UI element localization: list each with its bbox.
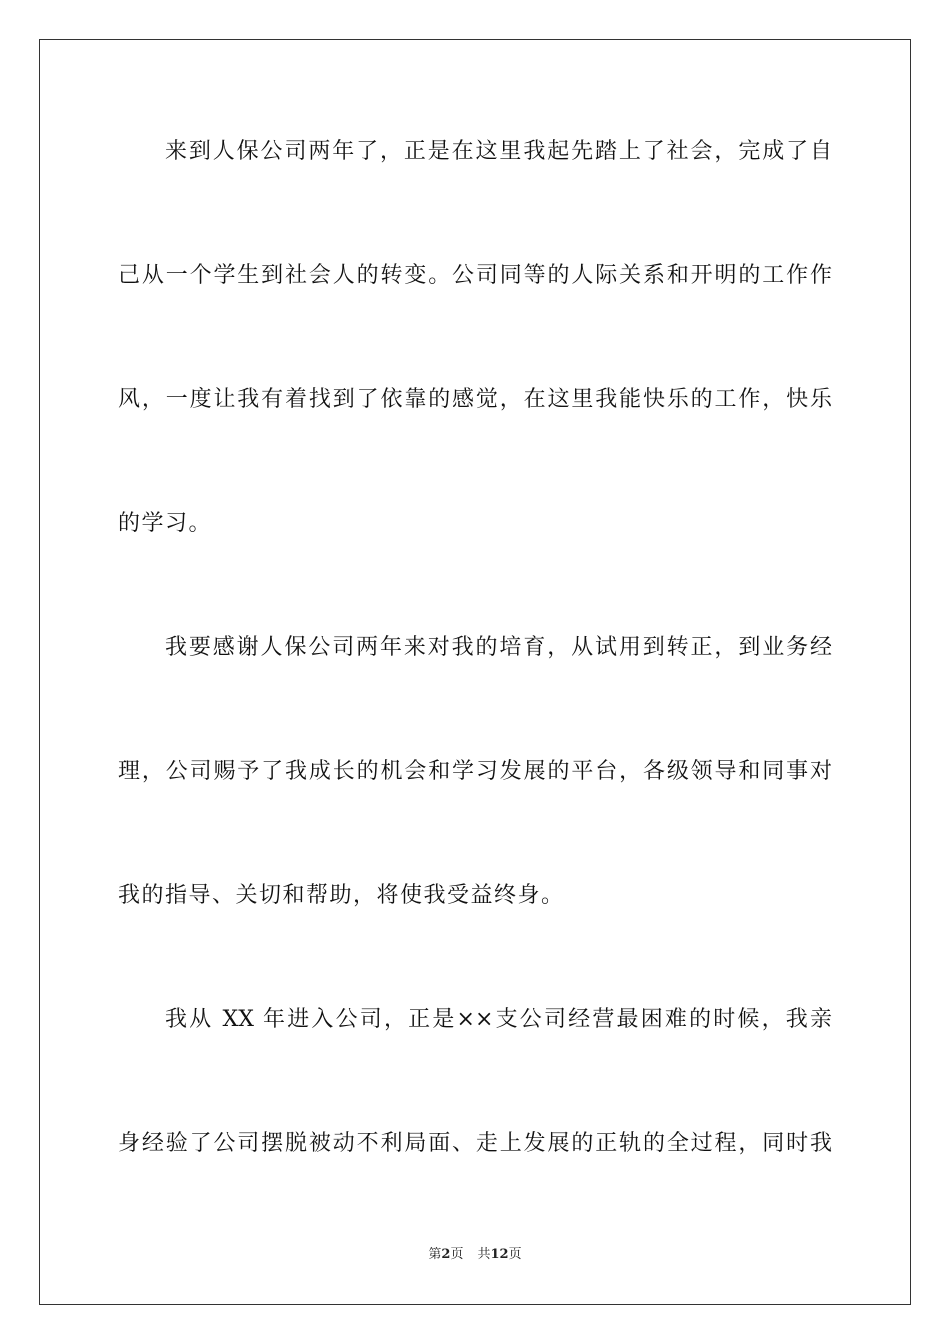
text-line: 身经验了公司摆脱被动不利局面、走上发展的正轨的全过程，同时我 xyxy=(118,1131,832,1156)
page-footer xyxy=(0,1246,950,1264)
text-line: 己从一个学生到社会人的转变。公司同等的人际关系和开明的工作作 xyxy=(118,263,832,288)
total-suffix: 页 xyxy=(508,1247,522,1262)
page-border xyxy=(39,39,911,1305)
page-number: 2 xyxy=(441,1247,451,1262)
page-suffix: 页 xyxy=(450,1247,464,1262)
text-line: 我要感谢人保公司两年来对我的培育，从试用到转正，到业务经 xyxy=(165,635,832,660)
total-pages: 12 xyxy=(490,1247,509,1262)
total-prefix: 共 xyxy=(477,1247,491,1262)
page-prefix: 第 xyxy=(428,1247,442,1262)
text-line: 我从 XX 年进入公司，正是××支公司经营最困难的时候，我亲 xyxy=(165,1007,832,1032)
text-line: 的学习。 xyxy=(118,511,213,536)
text-line: 来到人保公司两年了，正是在这里我起先踏上了社会，完成了自 xyxy=(165,139,832,164)
text-line: 风，一度让我有着找到了依靠的感觉，在这里我能快乐的工作，快乐 xyxy=(118,387,832,412)
text-line: 理，公司赐予了我成长的机会和学习发展的平台，各级领导和同事对 xyxy=(118,759,832,784)
text-line: 我的指导、关切和帮助，将使我受益终身。 xyxy=(118,883,565,908)
